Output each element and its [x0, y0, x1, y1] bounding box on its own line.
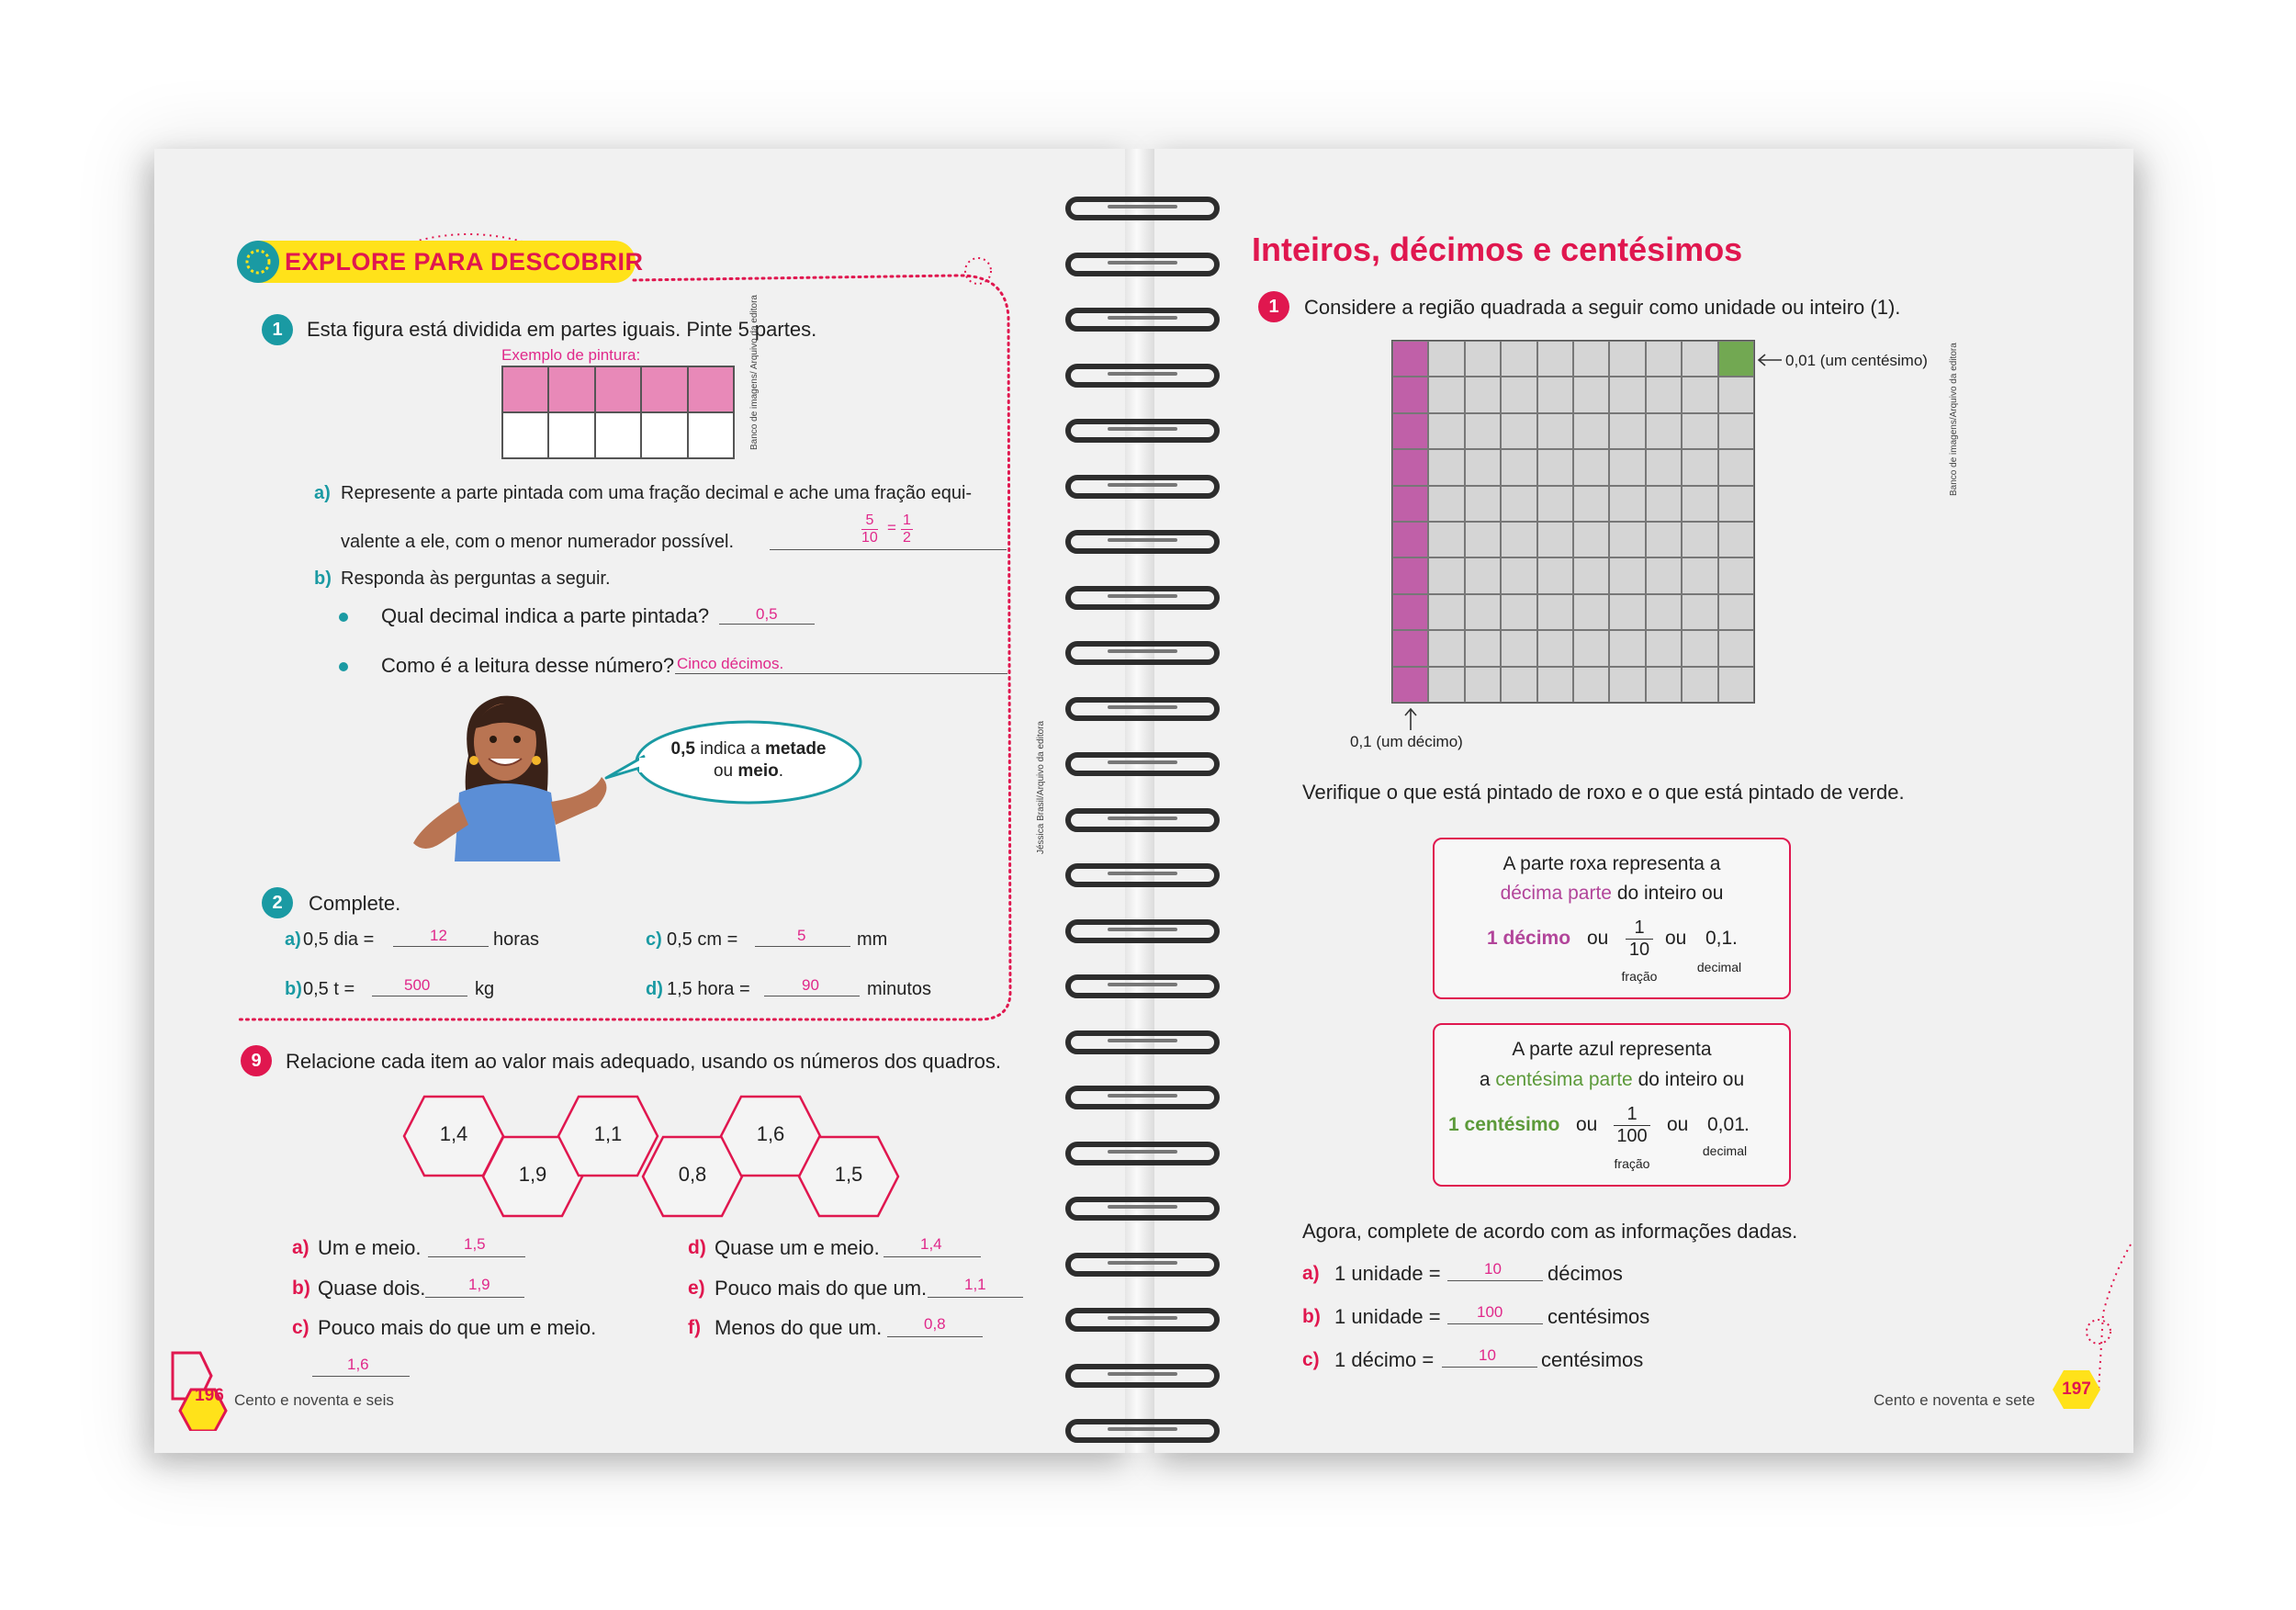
- grid-cell: [1392, 341, 1428, 377]
- q2-item-unit: minutos: [867, 979, 932, 999]
- q2-item-answer: 90: [802, 976, 819, 994]
- hex-box: [797, 1135, 900, 1218]
- q1-b-bullet2: Como é a leitura desse número?: [381, 654, 675, 677]
- grid-cell: [1392, 413, 1428, 449]
- grid-cell: [1501, 413, 1536, 449]
- question-badge: 1: [262, 314, 293, 345]
- grid-cell: [1609, 630, 1645, 666]
- q9-item-answer: 1,9: [468, 1276, 490, 1293]
- box2-dec-label: decimal: [1702, 1143, 1748, 1158]
- binding-ring: [1065, 1364, 1220, 1388]
- banner-circle: [237, 241, 279, 283]
- box2-ou: ou: [1667, 1114, 1689, 1135]
- r-item-letter: b): [1302, 1306, 1321, 1327]
- question-badge: 2: [262, 887, 293, 918]
- bubble-line2: ou meio.: [713, 761, 784, 781]
- q2-title: Complete.: [309, 892, 401, 915]
- box1-line1: A parte roxa representa a: [1503, 853, 1721, 874]
- grid-cell: [1428, 557, 1464, 593]
- grid-cell: [1501, 594, 1536, 630]
- q1-b-letter: b): [314, 569, 332, 589]
- q1-prompt: Esta figura está dividida em partes iguais. Pinte 5 partes.: [307, 318, 817, 341]
- grid-cell: [1718, 377, 1754, 412]
- box2-frac-label: fração: [1614, 1156, 1650, 1171]
- answer-line: [884, 1256, 981, 1257]
- arrow-up-icon: [1401, 707, 1420, 731]
- grid-cell: [1428, 341, 1464, 377]
- grid-cell: [1682, 377, 1717, 412]
- grid-cell: [1392, 449, 1428, 485]
- binding-ring: [1065, 808, 1220, 832]
- grid-cell: [1428, 486, 1464, 522]
- grid-cell: [502, 366, 548, 412]
- r-item-answer: 100: [1477, 1303, 1503, 1321]
- grid-cell: [1501, 522, 1536, 557]
- box2-line2: a centésima parte do inteiro ou: [1479, 1069, 1745, 1090]
- grid-cell: [1718, 486, 1754, 522]
- q1-b-text: Responda às perguntas a seguir.: [341, 569, 611, 589]
- binding-ring: [1065, 419, 1220, 443]
- grid-cell: [1537, 667, 1573, 703]
- grid-cell: [1428, 630, 1464, 666]
- grid-cell: [1537, 522, 1573, 557]
- question-badge: 9: [241, 1045, 272, 1076]
- grid-cell: [688, 412, 734, 458]
- binding-ring: [1065, 308, 1220, 332]
- grid-cell: [1573, 341, 1609, 377]
- r-q1-prompt: Considere a região quadrada a seguir como unidade ou inteiro (1).: [1304, 296, 1901, 319]
- page-number-left: 196: [195, 1386, 224, 1405]
- label-decimo: 0,1 (um décimo): [1350, 733, 1463, 750]
- grid-cell: [1392, 630, 1428, 666]
- q9-item-answer: 0,8: [924, 1315, 946, 1333]
- grid-cell: [1392, 377, 1428, 412]
- binding-ring: [1065, 974, 1220, 998]
- q9-item-text: Menos do que um.: [715, 1316, 883, 1339]
- footer-right: Cento e noventa e sete: [1874, 1391, 2035, 1409]
- grid-cell: [1646, 594, 1682, 630]
- q1-a-line2: valente a ele, com o menor numerador possível.: [341, 532, 734, 552]
- grid-cell: [1573, 522, 1609, 557]
- answer-line: [312, 1376, 410, 1377]
- grid-cell: [1718, 341, 1754, 377]
- r-item-text: 1 unidade =: [1334, 1262, 1441, 1285]
- q9-item-letter: c): [292, 1317, 310, 1338]
- binding-ring: [1065, 1086, 1220, 1109]
- grid-cell: [1392, 522, 1428, 557]
- grid-cell: [1537, 486, 1573, 522]
- binding-ring: [1065, 1419, 1220, 1443]
- page-number-right: 197: [2062, 1379, 2091, 1399]
- q2-item-text: 0,5 cm =: [667, 929, 738, 950]
- grid-cell: [1609, 486, 1645, 522]
- verify-text: Verifique o que está pintado de roxo e o que está pintado de verde.: [1302, 781, 1905, 804]
- binding-ring: [1065, 1197, 1220, 1221]
- grid-cell: [595, 412, 641, 458]
- answer-line: [393, 946, 489, 947]
- teacher-illustration: [404, 687, 625, 871]
- fraction-grid: [501, 366, 735, 459]
- binding-ring: [1065, 752, 1220, 776]
- grid-cell: [1682, 557, 1717, 593]
- grid-cell: [1609, 413, 1645, 449]
- q2-item-text: 1,5 hora =: [667, 979, 750, 999]
- grid-cell: [1609, 449, 1645, 485]
- binding-ring: [1065, 197, 1220, 220]
- q1-b-bullet1-answer: 0,5: [756, 605, 778, 623]
- q2-item-unit: kg: [475, 979, 495, 999]
- q9-item-answer: 1,4: [920, 1235, 942, 1253]
- q9-item-answer: 1,1: [964, 1276, 986, 1293]
- grid-cell: [1392, 594, 1428, 630]
- grid-cell: [1682, 341, 1717, 377]
- box1-bold: 1 décimo: [1487, 928, 1571, 949]
- grid-cell: [1573, 486, 1609, 522]
- grid-cell: [1718, 557, 1754, 593]
- q2-item-unit: mm: [857, 929, 888, 950]
- grid-cell: [1501, 667, 1536, 703]
- grid-cell: [1646, 630, 1682, 666]
- answer-line: [428, 1256, 525, 1257]
- bullet-dot: [339, 662, 348, 671]
- grid-cell: [1573, 449, 1609, 485]
- grid-cell: [641, 366, 687, 412]
- grid-cell: [1392, 667, 1428, 703]
- q9-item-letter: a): [292, 1237, 310, 1258]
- binding-ring: [1065, 530, 1220, 554]
- q2-item-answer: 5: [797, 927, 806, 944]
- q1-b-bullet1: Qual decimal indica a parte pintada?: [381, 604, 710, 627]
- r-item-unit: décimos: [1548, 1262, 1623, 1285]
- binding-ring: [1065, 1142, 1220, 1165]
- footer-left: Cento e noventa e seis: [234, 1391, 394, 1409]
- q2-item-text: 0,5 t =: [303, 979, 355, 999]
- grid-cell: [688, 366, 734, 412]
- grid-cell: [1573, 594, 1609, 630]
- grid-cell: [1465, 341, 1501, 377]
- answer-fraction-5-10: $\frac{5}{10}$: [861, 512, 878, 546]
- illustration-credit: Jéssica Brasil/Arquivo da editora: [1036, 720, 1046, 854]
- hex-value: 1,5: [834, 1163, 863, 1186]
- answer-fraction-1-2: $\frac{1}{2}$: [903, 512, 911, 546]
- grid-cell: [1609, 377, 1645, 412]
- answer-equals: =: [887, 519, 896, 536]
- grid-cell: [1718, 667, 1754, 703]
- binding-ring: [1065, 1308, 1220, 1332]
- grid-cell: [1646, 522, 1682, 557]
- box2-end: .: [1744, 1114, 1750, 1135]
- r-item-letter: c): [1302, 1349, 1320, 1370]
- grid-cell: [1682, 413, 1717, 449]
- grid-cell: [1682, 667, 1717, 703]
- box2-fraction: $\frac{1}{100}$: [1614, 1104, 1650, 1147]
- q2-item-letter: b): [285, 979, 302, 999]
- q9-item-letter: f): [688, 1317, 701, 1338]
- grid-cell: [1537, 449, 1573, 485]
- hex-value: 0,8: [678, 1163, 707, 1186]
- grid-cell: [1573, 413, 1609, 449]
- grid-cell: [1682, 522, 1717, 557]
- q1-b-bullet2-answer: Cinco décimos.: [677, 655, 784, 672]
- answer-line: [675, 673, 1007, 674]
- grid-cell: [1718, 522, 1754, 557]
- grid-cell: [1609, 594, 1645, 630]
- q2-item-letter: c): [646, 929, 662, 950]
- binding-ring: [1065, 1253, 1220, 1277]
- grid-cell: [1392, 486, 1428, 522]
- binding-ring: [1065, 475, 1220, 499]
- box1-decimal: 0,1: [1705, 928, 1733, 949]
- grid-cell: [1501, 341, 1536, 377]
- grid-cell: [1428, 449, 1464, 485]
- figure-credit: Banco de imagens/ Arquivo da editora: [749, 295, 760, 450]
- figure-credit: Banco de imagens/Arquivo da editora: [1949, 343, 1959, 496]
- grid-cell: [1682, 594, 1717, 630]
- grid-cell: [1465, 377, 1501, 412]
- r-item-text: 1 unidade =: [1334, 1305, 1441, 1328]
- grid-cell: [1646, 486, 1682, 522]
- binding-ring: [1065, 919, 1220, 943]
- arrow-left-icon: [1756, 351, 1784, 369]
- box1-ou: ou: [1665, 928, 1687, 949]
- hex-value: 1,9: [518, 1163, 547, 1186]
- grid-cell: [502, 412, 548, 458]
- q9-item-text: Pouco mais do que um e meio.: [318, 1316, 597, 1339]
- bubble-line1: 0,5 indica a metade: [670, 739, 827, 759]
- grid-cell: [1465, 413, 1501, 449]
- q9-item-text: Quase dois.: [318, 1277, 426, 1300]
- grid-cell: [1465, 630, 1501, 666]
- r-item-letter: a): [1302, 1263, 1320, 1284]
- grid-cell: [1465, 594, 1501, 630]
- grid-cell: [1718, 630, 1754, 666]
- box1-frac-label: fração: [1621, 969, 1658, 984]
- grid-cell: [1682, 630, 1717, 666]
- box1-fraction: $\frac{1}{10}$: [1626, 918, 1653, 961]
- grid-cell: [641, 412, 687, 458]
- q2-item-answer: 12: [430, 927, 447, 944]
- q9-item-text: Pouco mais do que um.: [715, 1277, 928, 1300]
- grid-cell: [548, 412, 594, 458]
- binding-ring: [1065, 586, 1220, 610]
- box2-line1: A parte azul representa: [1512, 1039, 1712, 1060]
- grid-cell: [1646, 667, 1682, 703]
- binding-ring: [1065, 641, 1220, 665]
- grid-cell: [1428, 522, 1464, 557]
- grid-cell: [1609, 341, 1645, 377]
- answer-line: [770, 549, 1007, 550]
- grid-cell: [1428, 413, 1464, 449]
- grid-cell: [1465, 522, 1501, 557]
- binding-ring: [1065, 1030, 1220, 1054]
- grid-cell: [1718, 449, 1754, 485]
- q9-item-text: Quase um e meio.: [715, 1236, 880, 1259]
- r-item-unit: centésimos: [1548, 1305, 1650, 1328]
- r-item-unit: centésimos: [1541, 1348, 1644, 1371]
- grid-cell: [548, 366, 594, 412]
- grid-cell: [1718, 594, 1754, 630]
- box1-line2: décima parte do inteiro ou: [1500, 883, 1724, 904]
- grid-cell: [1537, 557, 1573, 593]
- binding-ring: [1065, 364, 1220, 388]
- grid-cell: [1646, 449, 1682, 485]
- answer-line: [928, 1297, 1023, 1298]
- r-item-answer: 10: [1484, 1260, 1502, 1278]
- grid-cell: [1501, 449, 1536, 485]
- q2-item-letter: d): [646, 979, 663, 999]
- grid-cell: [1718, 413, 1754, 449]
- answer-line: [755, 946, 850, 947]
- hex-value: 1,6: [756, 1122, 785, 1145]
- box1-dec-label: decimal: [1696, 960, 1742, 974]
- grid-cell: [1428, 667, 1464, 703]
- r-item-answer: 10: [1479, 1346, 1496, 1364]
- grid-cell: [595, 366, 641, 412]
- answer-line: [425, 1297, 524, 1298]
- grid-cell: [1392, 557, 1428, 593]
- q9-prompt: Relacione cada item ao valor mais adequado, usando os números dos quadros.: [286, 1050, 1002, 1073]
- grid-cell: [1682, 486, 1717, 522]
- answer-line: [1447, 1280, 1543, 1281]
- grid-cell: [1573, 630, 1609, 666]
- hex-value: 1,4: [439, 1122, 468, 1145]
- grid-cell: [1465, 557, 1501, 593]
- page-title: Inteiros, décimos e centésimos: [1252, 231, 1743, 268]
- hex-value: 1,1: [593, 1122, 623, 1145]
- grid-cell: [1573, 557, 1609, 593]
- q2-item-letter: a): [285, 929, 301, 950]
- q9-item-letter: e): [688, 1278, 705, 1299]
- grid-cell: [1501, 486, 1536, 522]
- binding-ring: [1065, 863, 1220, 887]
- binding-ring: [1065, 697, 1220, 721]
- q1-a-letter: a): [314, 483, 331, 503]
- binding-ring: [1065, 253, 1220, 276]
- grid-cell: [1501, 630, 1536, 666]
- grid-cell: [1646, 377, 1682, 412]
- answer-line: [719, 624, 815, 625]
- grid-cell: [1537, 594, 1573, 630]
- grid-cell: [1537, 377, 1573, 412]
- grid-cell: [1501, 557, 1536, 593]
- grid-cell: [1465, 667, 1501, 703]
- grid-cell: [1428, 377, 1464, 412]
- grid-cell: [1682, 449, 1717, 485]
- answer-line: [887, 1336, 983, 1337]
- q9-item-letter: b): [292, 1278, 310, 1299]
- explore-banner-title: EXPLORE PARA DESCOBRIR: [285, 248, 644, 276]
- grid-cell: [1573, 667, 1609, 703]
- grid-cell: [1537, 630, 1573, 666]
- answer-line: [1447, 1323, 1543, 1324]
- grid-cell: [1501, 377, 1536, 412]
- grid-cell: [1573, 377, 1609, 412]
- q2-item-unit: horas: [493, 929, 540, 950]
- box1-end: .: [1732, 928, 1738, 949]
- q9-item-letter: d): [688, 1237, 706, 1258]
- box1-ou: ou: [1587, 928, 1609, 949]
- r-item-text: 1 décimo =: [1334, 1348, 1435, 1371]
- grid-cell: [1646, 557, 1682, 593]
- q2-item-text: 0,5 dia =: [303, 929, 375, 950]
- grid-cell: [1428, 594, 1464, 630]
- grid-cell: [1646, 341, 1682, 377]
- box2-bold: 1 centésimo: [1448, 1114, 1560, 1135]
- grid-cell: [1609, 522, 1645, 557]
- label-centesimo: 0,01 (um centésimo): [1785, 352, 1928, 369]
- q9-item-text: Um e meio.: [318, 1236, 422, 1259]
- complete-text: Agora, complete de acordo com as informações dadas.: [1302, 1220, 1798, 1243]
- grid-cell: [1609, 557, 1645, 593]
- grid-cell: [1609, 667, 1645, 703]
- box2-decimal: 0,01: [1707, 1114, 1745, 1135]
- q1-a-line1: Represente a parte pintada com uma fração decimal e ache uma fração equi-: [341, 483, 973, 503]
- box2-ou: ou: [1576, 1114, 1598, 1135]
- q9-item-answer: 1,5: [464, 1235, 486, 1253]
- magnifier-icon: [237, 241, 279, 283]
- grid-cell: [1465, 449, 1501, 485]
- hundred-grid: [1391, 340, 1755, 704]
- q2-item-answer: 500: [404, 976, 431, 994]
- q9-item-answer: 1,6: [347, 1356, 369, 1373]
- answer-line: [1442, 1367, 1537, 1368]
- question-badge: 1: [1258, 291, 1289, 322]
- grid-cell: [1646, 413, 1682, 449]
- bullet-dot: [339, 613, 348, 622]
- example-label: Exemplo de pintura:: [501, 346, 641, 364]
- explore-dotted-frame: [230, 230, 1056, 1038]
- grid-cell: [1537, 341, 1573, 377]
- grid-cell: [1537, 413, 1573, 449]
- grid-cell: [1465, 486, 1501, 522]
